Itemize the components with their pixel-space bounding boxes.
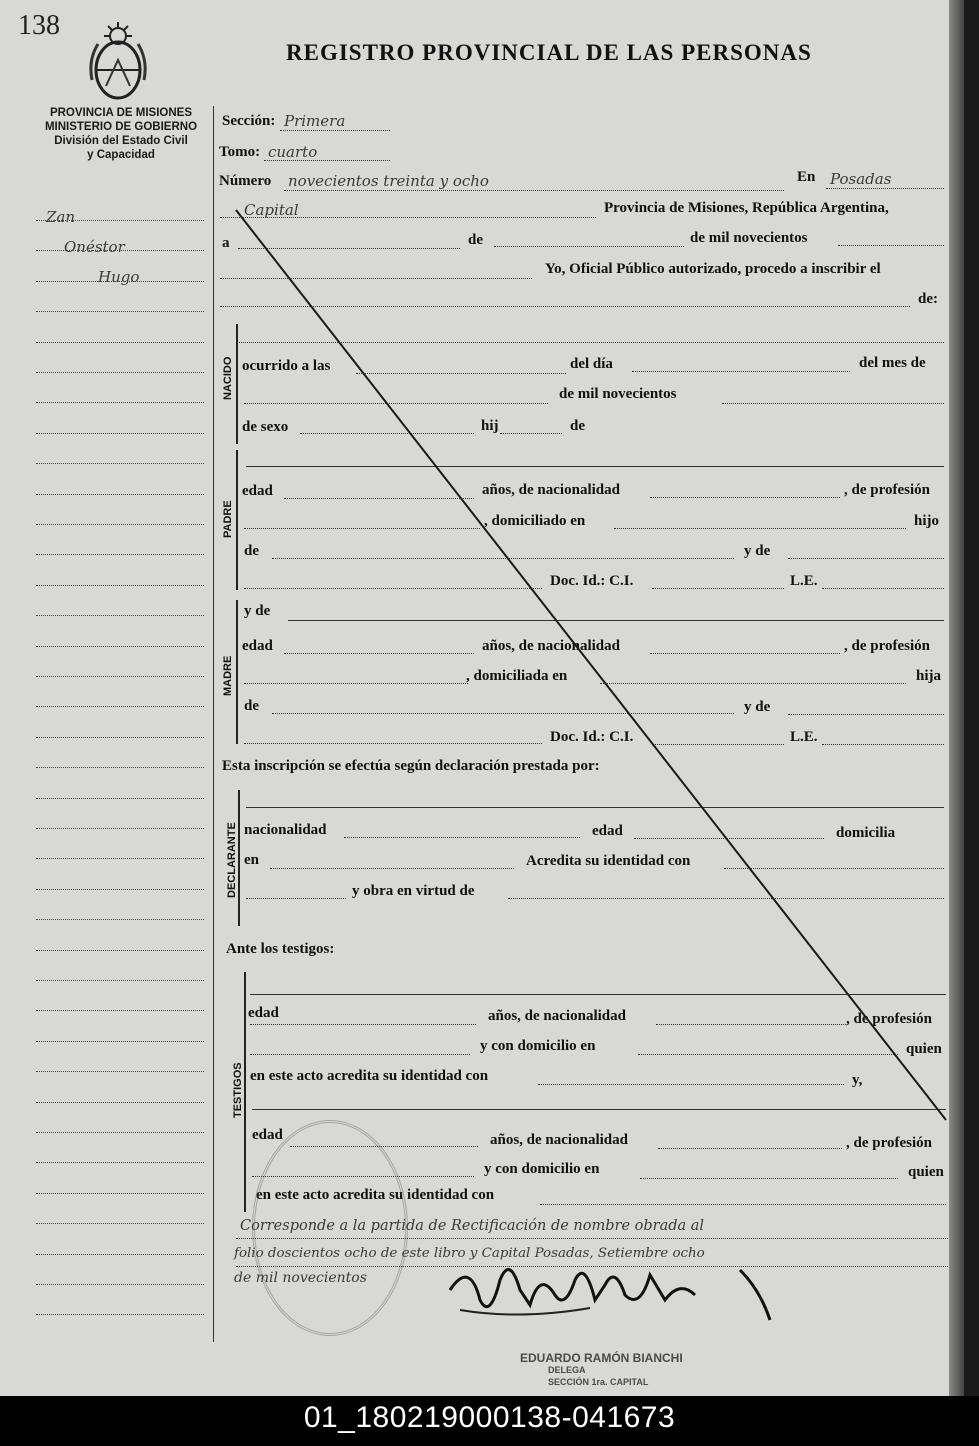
margin-second-name: Hugo [98, 268, 140, 286]
madre-y-de2: y de [744, 699, 771, 715]
padre-hijo: hijo [914, 513, 940, 529]
seal-role: DELEGA [548, 1365, 586, 1375]
declarante-side-label: DECLARANTE [226, 822, 238, 898]
annotation-rule1 [236, 1238, 948, 1239]
padre-y-de: y de [744, 543, 771, 559]
capital-value: Capital [244, 201, 299, 219]
ocurrido-label: ocurrido a las [242, 358, 331, 374]
annotation-line3: de mil novecientos [234, 1270, 367, 1286]
madre-edad: edad [242, 638, 273, 654]
padre-edad: edad [242, 483, 273, 499]
declarante-nacionalidad: nacionalidad [244, 822, 327, 838]
page-number: 138 [18, 10, 60, 41]
testigo2-con-dom: y con domicilio en [484, 1161, 600, 1177]
annotation-line2: folio doscientos ocho de este libro y Capital Posadas, Setiembre ocho [234, 1246, 705, 1261]
yo-text: Yo, Oficial Público autorizado, procedo a inscribir el [545, 261, 881, 277]
declarante-acredita: Acredita su identidad con [526, 853, 691, 869]
declarante-en: en [244, 852, 259, 868]
testigo1-quien: quien [906, 1041, 942, 1057]
hij-label: hij [481, 418, 499, 434]
testigo1-con-dom: y con domicilio en [480, 1038, 596, 1054]
official-seal [520, 1352, 683, 1388]
padre-prof: , de profesión [844, 482, 930, 498]
numero-label: Número [219, 173, 272, 189]
testigo2-quien: quien [908, 1164, 944, 1180]
division-sub-label: y Capacidad [87, 149, 155, 161]
del-dia-label: del día [570, 356, 613, 372]
testigos-intro: Ante los testigos: [226, 941, 335, 957]
a-label: a [222, 235, 230, 251]
del-mes-label: del mes de [859, 355, 926, 371]
testigo1-y: y, [852, 1072, 863, 1088]
province-label: PROVINCIA DE MISIONES [49, 107, 193, 119]
declarante-edad: edad [592, 823, 623, 839]
testigo1-anos-nac: años, de nacionalidad [488, 1008, 626, 1024]
padre-domiciliado: , domiciliado en [484, 513, 586, 529]
archive-footer-id: 01_180219000138-041673 [0, 1396, 979, 1446]
tomo-label: Tomo: [219, 144, 261, 160]
madre-le: L.E. [790, 729, 818, 745]
madre-anos-nac: años, de nacionalidad [482, 638, 620, 654]
annotation-line1: Corresponde a la partida de Rectificación de nombre obrada al [240, 1218, 705, 1234]
signature-icon [440, 1250, 800, 1330]
seal-name: EDUARDO RAMÓN BIANCHI [520, 1351, 683, 1365]
page-title: REGISTRO PROVINCIAL DE LAS PERSONAS [286, 40, 812, 65]
madre-y-de: y de [244, 603, 271, 619]
padre-doc: Doc. Id.: C.I. [550, 573, 634, 589]
seccion-value: Primera [284, 112, 346, 130]
testigo2-edad: edad [252, 1127, 283, 1143]
en-label: En [797, 169, 816, 185]
de-colon: de: [918, 291, 938, 307]
division-label: División del Estado Civil [54, 135, 188, 147]
declarante-obra: y obra en virtud de [352, 883, 475, 899]
testigo1-acredita: en este acto acredita su identidad con [250, 1068, 489, 1084]
madre-domiciliada: , domiciliada en [466, 668, 568, 684]
testigo2-prof: , de profesión [846, 1135, 932, 1151]
nacido-de-label: de [570, 418, 585, 434]
ministry-label: MINISTERIO DE GOBIERNO [44, 121, 198, 133]
testigo2-acredita: en este acto acredita su identidad con [256, 1187, 495, 1203]
margin-surname: Zan [46, 208, 76, 226]
madre-prof: , de profesión [844, 638, 930, 654]
padre-de: de [244, 543, 259, 559]
de-mil-label: de mil novecientos [559, 386, 677, 402]
tomo-value: cuarto [268, 143, 318, 161]
madre-side-label: MADRE [222, 655, 234, 696]
padre-le: L.E. [790, 573, 818, 589]
mil-nov-label: de mil novecientos [690, 230, 808, 246]
inscripcion-text: Esta inscripción se efectúa según declaración prestada por: [222, 758, 600, 774]
declarante-domicilia: domicilia [836, 825, 896, 841]
nacido-side-label: NACIDO [222, 356, 234, 400]
seal-section: SECCIÓN 1ra. CAPITAL [548, 1377, 649, 1387]
padre-anos-nac: años, de nacionalidad [482, 482, 620, 498]
testigos-side-label: TESTIGOS [232, 1062, 244, 1118]
testigo1-edad: edad [248, 1005, 279, 1021]
testigo2-anos-nac: años, de nacionalidad [490, 1132, 628, 1148]
madre-hija: hija [916, 668, 942, 684]
provincia-text: Provincia de Misiones, República Argentina, [604, 200, 889, 216]
numero-value: novecientos treinta y ocho [288, 172, 489, 190]
en-value: Posadas [830, 170, 892, 188]
de-label: de [468, 232, 483, 248]
madre-doc: Doc. Id.: C.I. [550, 729, 634, 745]
padre-side-label: PADRE [222, 500, 234, 538]
testigo1-prof: , de profesión [846, 1011, 932, 1027]
madre-de: de [244, 698, 259, 714]
de-sexo-label: de sexo [242, 419, 289, 435]
seccion-label: Sección: [222, 113, 276, 129]
margin-first-name: Onéstor [64, 238, 125, 256]
